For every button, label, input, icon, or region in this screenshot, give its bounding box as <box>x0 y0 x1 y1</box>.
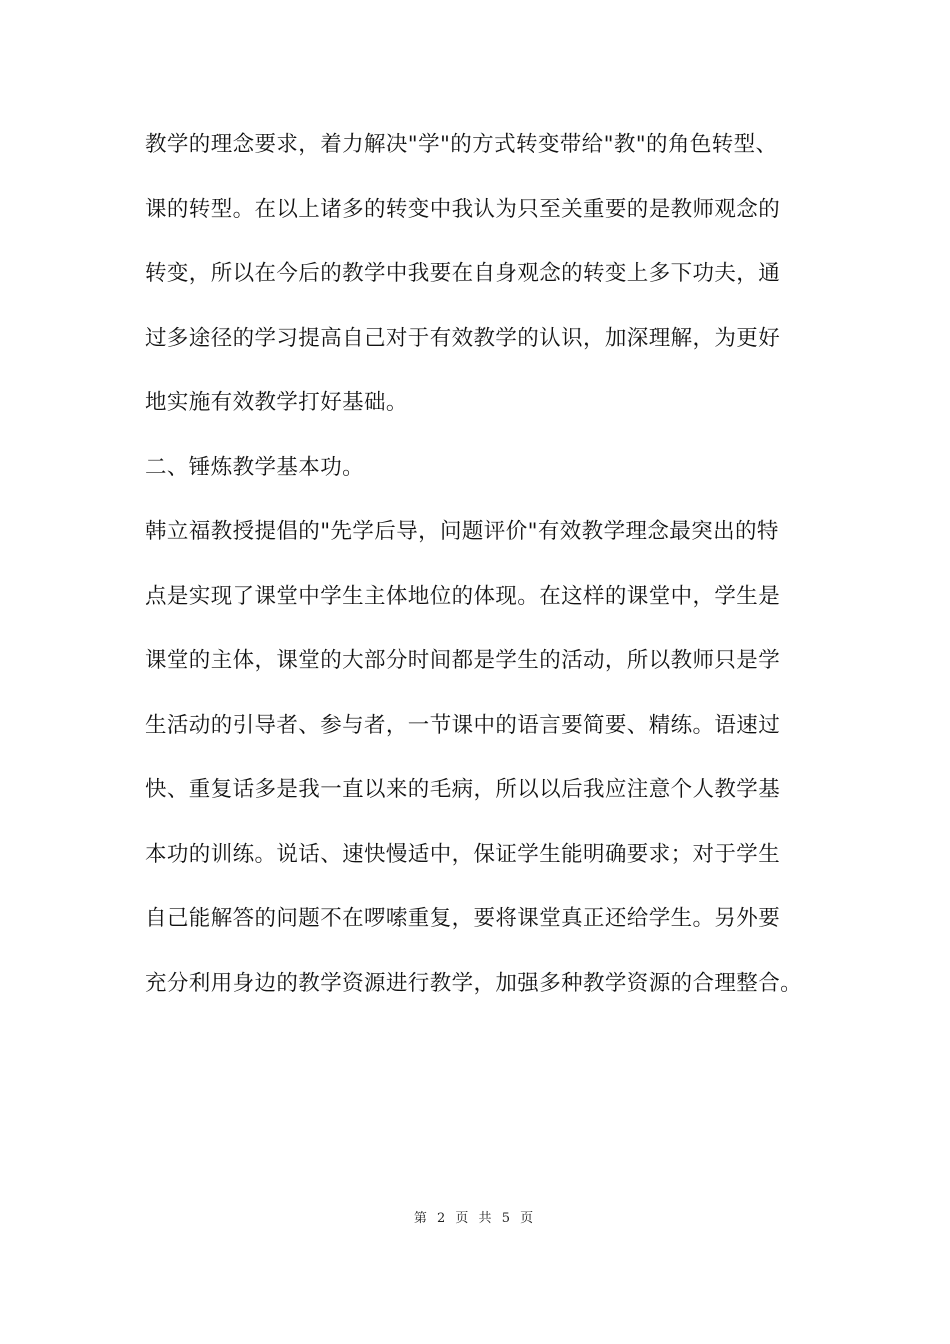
section-heading: 二、锤炼教学基本功。 <box>145 454 365 480</box>
text-line-5: 地实施有效教学打好基础。 <box>145 390 408 415</box>
text-line-2: 课的转型。在以上诸多的转变中我认为只至关重要的是教师观念的 <box>145 196 781 222</box>
text-line-12: 本功的训练。说话、速快慢适中，保证学生能明确要求；对于学生 <box>145 841 781 867</box>
text-line-10: 生活动的引导者、参与者，一节课中的语言要简要、精练。语速过 <box>145 712 781 738</box>
text-line-1: 教学的理念要求，着力解决"学"的方式转变带给"教"的角色转型、 <box>145 132 778 157</box>
text-line-4: 过多途径的学习提高自己对于有效教学的认识，加深理解，为更好 <box>145 325 781 351</box>
text-line-14: 充分利用身边的教学资源进行教学，加强多种教学资源的合理整合。 <box>145 970 803 996</box>
text-line-13: 自己能解答的问题不在啰嗦重复，要将课堂真正还给学生。另外要 <box>145 906 781 931</box>
body-text <box>145 128 815 1031</box>
page-number-footer: 第 2 页 共 5 页 <box>413 1211 537 1226</box>
text-line-11: 快、重复话多是我一直以来的毛病，所以以后我应注意个人教学基 <box>145 777 781 802</box>
text-line-8: 点是实现了课堂中学生主体地位的体现。在这样的课堂中，学生是 <box>145 583 781 609</box>
text-line-3: 转变，所以在今后的教学中我要在自身观念的转变上多下功夫，通 <box>145 261 781 286</box>
text-line-7: 韩立福教授提倡的"先学后导，问题评价"有效教学理念最突出的特 <box>145 519 779 544</box>
text-line-9: 课堂的主体，课堂的大部分时间都是学生的活动，所以教师只是学 <box>145 648 781 673</box>
